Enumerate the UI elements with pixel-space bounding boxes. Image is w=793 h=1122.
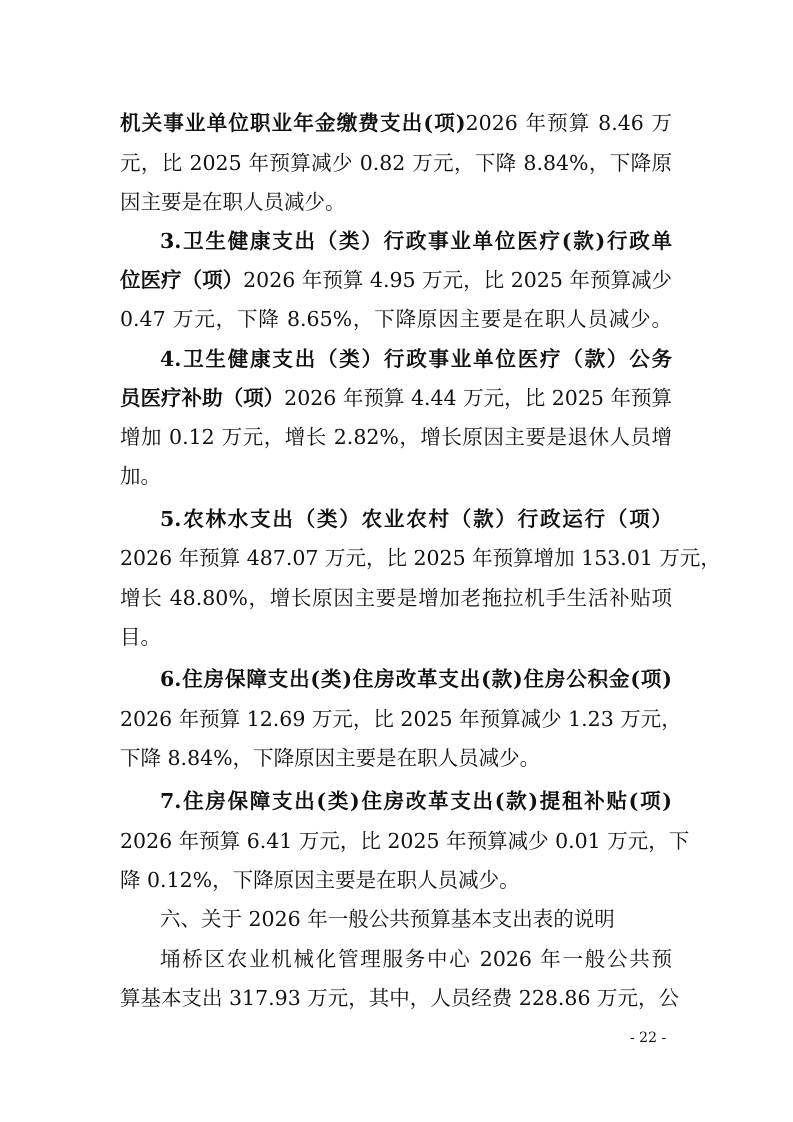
paragraph-line: 位医疗（项）2026 年预算 4.95 万元，比 2025 年预算减少 [120,268,672,292]
paragraph-line: 因主要是在职人员减少。 [120,190,346,214]
section-heading-6-zh: 六、关于 2026 年一般公共预算基本支出表的说明 [160,907,615,931]
paragraph-line: 元，比 2025 年预算减少 0.82 万元，下降 8.84%，下降原 [120,151,672,175]
section-heading-7: 7.住房保障支出(类)住房改革支出(款)提租补贴(项) [160,789,672,813]
paragraph-line: 机关事业单位职业年金缴费支出(项)2026 年预算 8.46 万 [120,111,672,135]
section-heading-6: 6.住房保障支出(类)住房改革支出(款)住房公积金(项) [160,667,672,691]
paragraph-line: 2026 年预算 487.07 万元，比 2025 年预算增加 153.01 万元， [120,546,721,570]
paragraph-line: 下降 8.84%，下降原因主要是在职人员减少。 [120,746,541,770]
paragraph-line: 增加 0.12 万元，增长 2.82%，增长原因主要是退休人员增 [120,425,672,449]
paragraph-line: 埇桥区农业机械化管理服务中心 2026 年一般公共预 [160,947,672,971]
page-number: - 22 - [630,1030,667,1046]
paragraph-line: 2026 年预算 6.41 万元，比 2025 年预算减少 0.01 万元，下 [120,829,690,853]
paragraph-line: 目。 [120,625,161,649]
section-heading-4: 4.卫生健康支出（类）行政事业单位医疗（款）公务 [160,347,672,371]
paragraph-line: 加。 [120,464,161,488]
paragraph-line: 增长 48.80%，增长原因主要是增加老拖拉机手生活补贴项 [120,586,672,610]
paragraph-line: 2026 年预算 12.69 万元，比 2025 年预算减少 1.23 万元， [120,707,682,731]
paragraph-line: 员医疗补助（项）2026 年预算 4.44 万元，比 2025 年预算 [120,386,672,410]
paragraph-line: 算基本支出 317.93 万元，其中，人员经费 228.86 万元，公 [120,986,680,1010]
paragraph-line: 降 0.12%，下降原因主要是在职人员减少。 [120,868,520,892]
section-heading-3: 3.卫生健康支出（类）行政事业单位医疗(款)行政单 [160,229,672,253]
section-heading-5: 5.农林水支出（类）农业农村（款）行政运行（项） [160,507,672,531]
paragraph-line: 0.47 万元，下降 8.65%，下降原因主要是在职人员减少。 [120,307,672,331]
